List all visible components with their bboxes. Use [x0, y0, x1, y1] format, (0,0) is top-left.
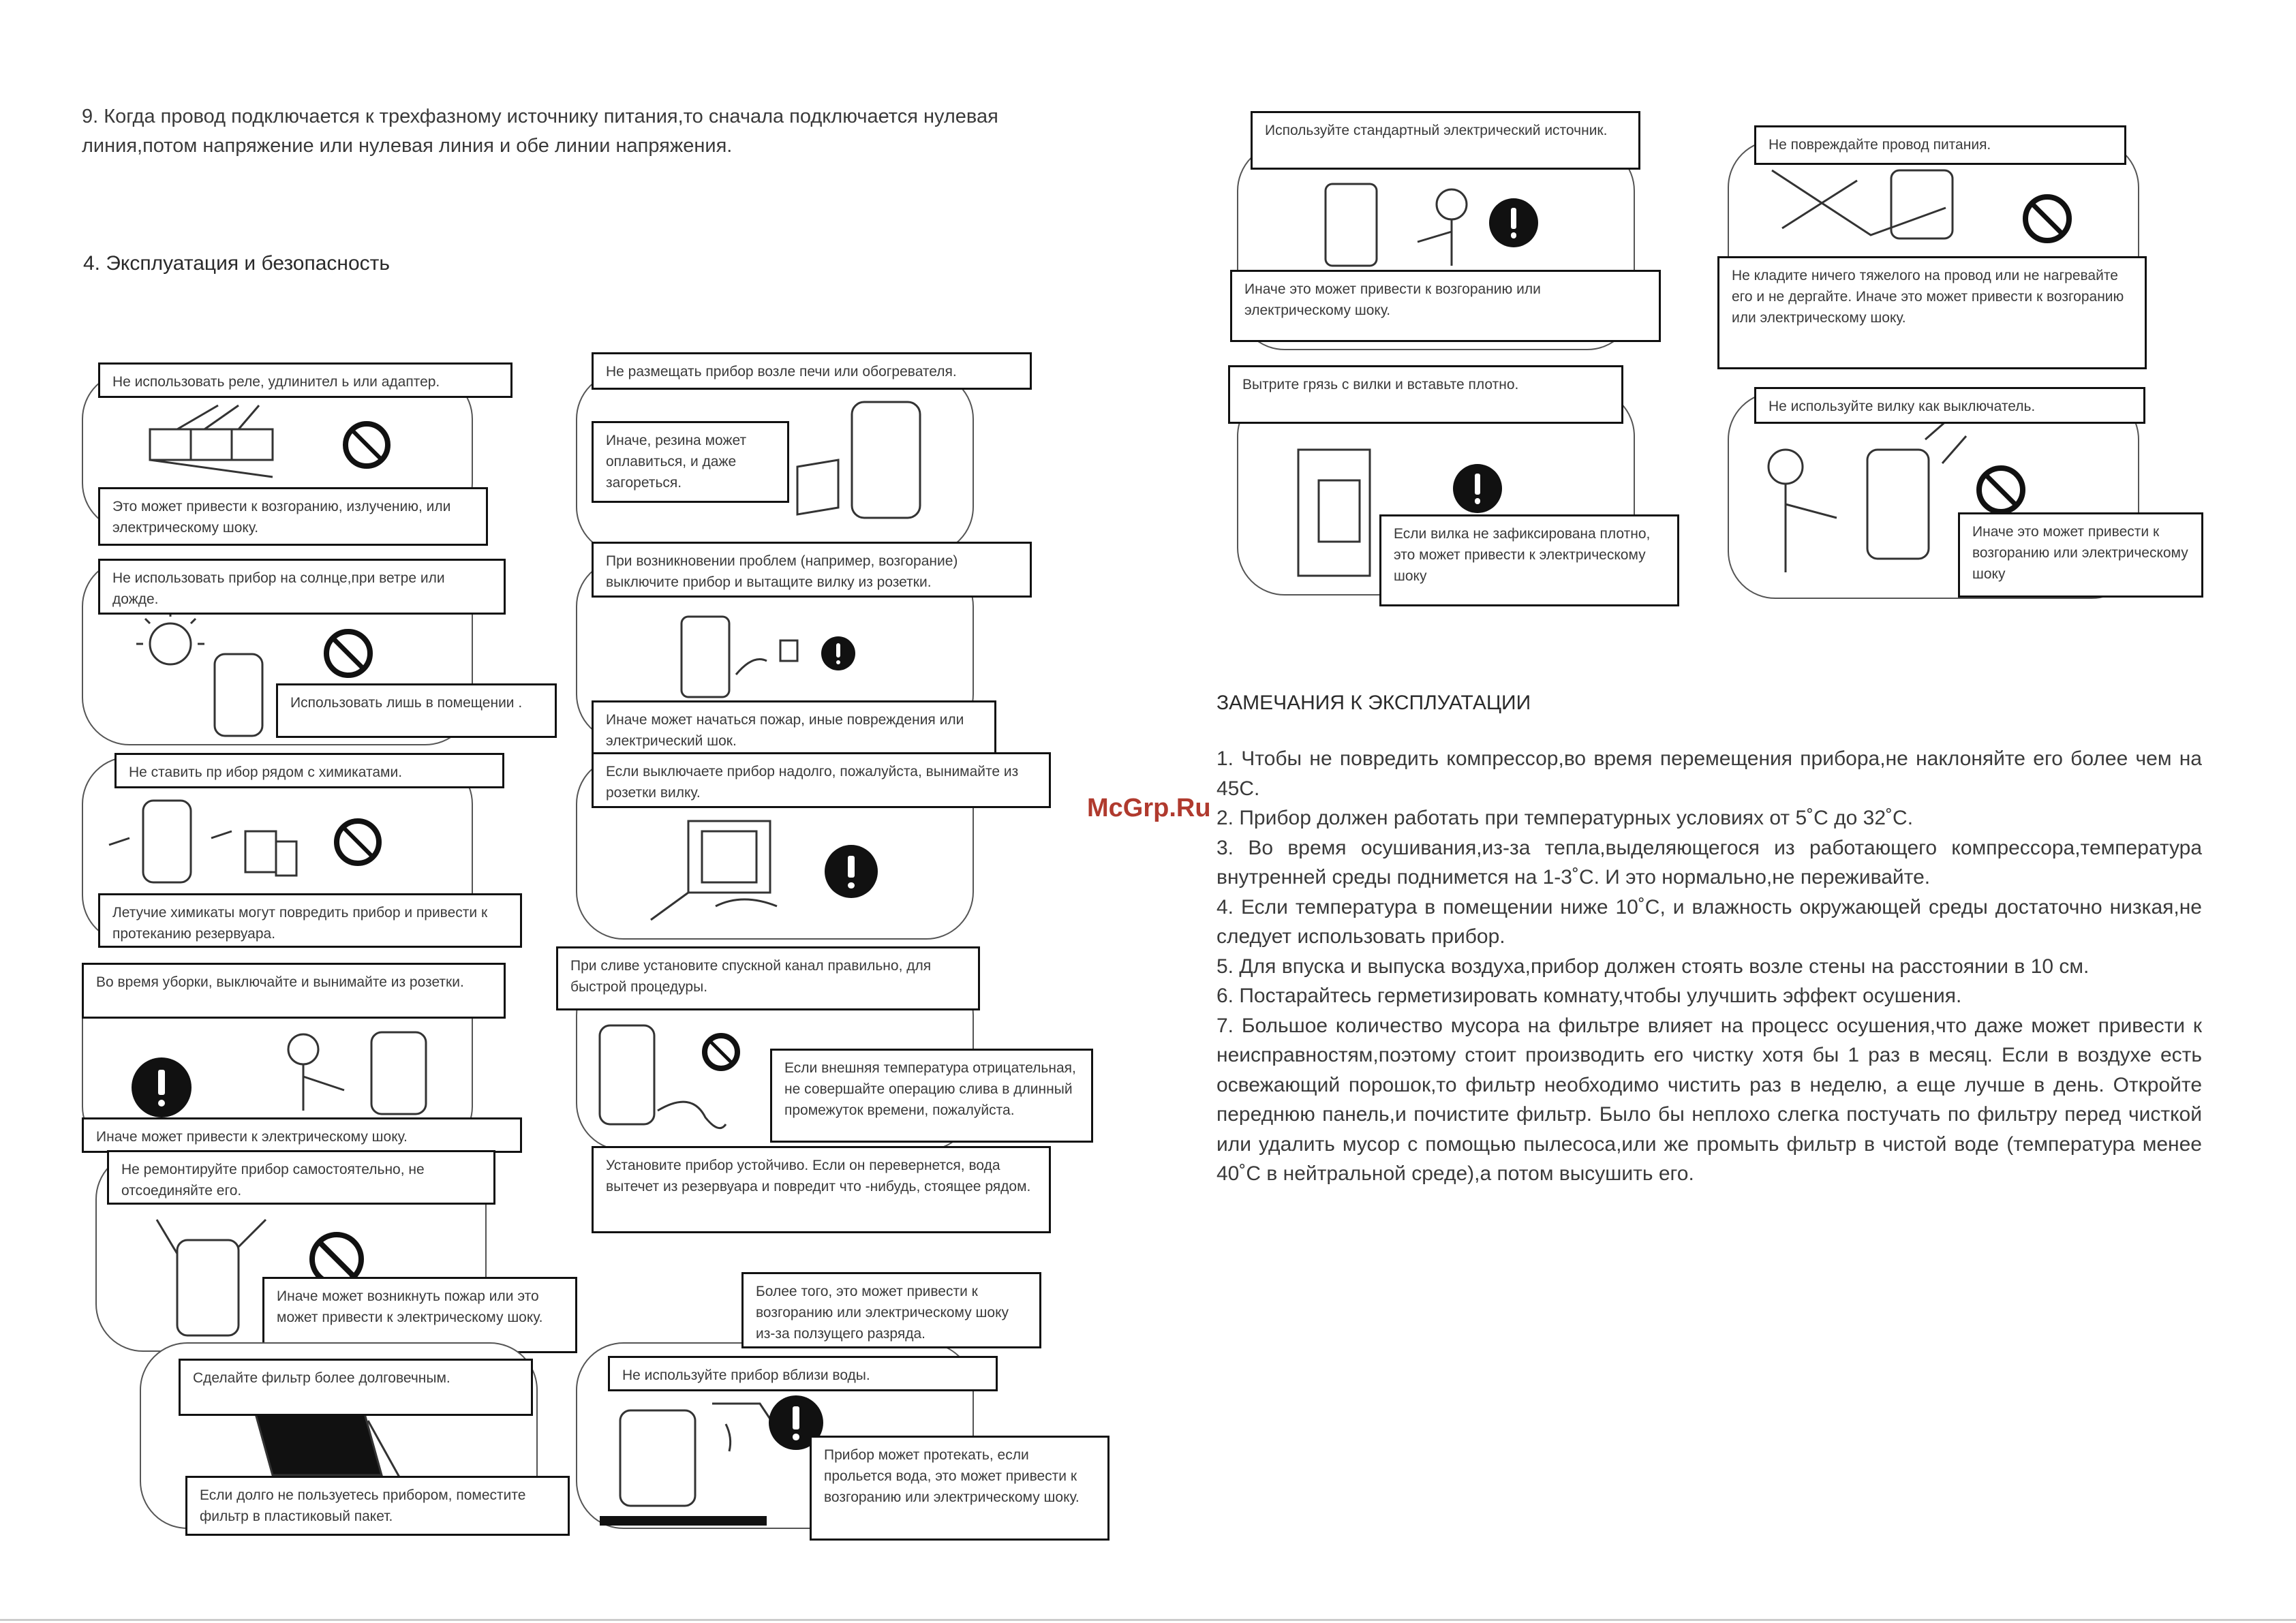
notes-item: 4. Если температура в помещении ниже 10˚С, и влажность окружающей среды достаточно низкая,не следует использовать прибор.: [1216, 895, 2202, 948]
sun-title: Не использовать прибор на солнце,при ветре или дожде.: [98, 559, 506, 615]
cleaning-note: Иначе может привести к электрическому шоку.: [82, 1117, 522, 1153]
repair-illustration: [136, 1206, 273, 1342]
notes-item: 6. Постарайтесь герметизировать комнату,чтобы улучшить эффект осушения.: [1216, 985, 1962, 1007]
prohibition-icon: [343, 421, 391, 469]
plug-socket-illustration: [1295, 446, 1390, 589]
prohibition-icon: [324, 629, 373, 678]
notes-item: 5. Для впуска и выпуска воздуха,прибор должен стоять возле стены на расстоянии в 10 см.: [1216, 955, 2090, 978]
relay-note: Это может привести к возгоранию, излучению, или электрическому шоку.: [98, 487, 488, 546]
woman-switch-illustration: [1755, 436, 1980, 579]
repair-title: Не ремонтируйте прибор самостоятельно, не отсоединяйте его.: [107, 1150, 495, 1205]
bottom-rule: [0, 1619, 2296, 1621]
section-title: 4. Эксплуатация и безопасность: [83, 252, 391, 275]
notes-item: 3. Во время осушивания,из-за тепла,выделяющегося из работающего компрессора,температура внутренней среды поднимется на 1-3˚С. И это нормально,не переживайте.: [1216, 836, 2202, 888]
water-title: Не используйте прибор вблизи воды.: [608, 1356, 998, 1391]
cord-note: Не кладите ничего тяжелого на провод или не нагревайте его и не дергайте. Иначе это может привести к возгоранию или электрическому шоку.: [1717, 256, 2147, 369]
chemicals-illustration: [102, 797, 307, 893]
switch-note: Иначе это может привести к возгоранию или электрическому шоку: [1958, 512, 2203, 598]
stove-illustration: [791, 399, 927, 528]
filter-note: Если долго не пользуетесь прибором, поместите фильтр в пластиковый пакет.: [185, 1476, 570, 1536]
notes-item: 2. Прибор должен работать при температурных условиях от 5˚С до 32˚С.: [1216, 807, 1914, 829]
notes-title: ЗАМЕЧАНИЯ К ЭКСПЛУАТАЦИИ: [1216, 692, 1531, 714]
standard-source-note: Иначе это может привести к возгоранию или электрическому шоку.: [1230, 270, 1661, 342]
problems-note: Иначе может начаться пожар, иные повреждения или электрический шок.: [592, 700, 996, 756]
prohibition-icon: [2023, 194, 2072, 243]
cord-title: Не повреждайте провод питания.: [1754, 125, 2126, 165]
notes-item: 1. Чтобы не повредить компрессор,во время перемещения прибора,не наклоняйте его более чем на 45С.: [1216, 747, 2202, 800]
sun-rain-illustration: [140, 613, 276, 743]
chemicals-title: Не ставить пр ибор рядом с химикатами.: [114, 753, 504, 788]
notes-item: 7. Большое количество мусора на фильтре влияет на процесс осушения,что даже может привести к неисправностям,поэтому стоит производить его чистку хотя бы 1 раз в месяц. Если в воздухе есть освежающий порошок,то фильтр необходимо чистить раз в неделю, а еще лучше в день. Откройте переднюю панель,и почистите фильтр. Было бы неплохо слегка постучать по фильтру перед чисткой или удалить мусор с помощью пылесоса,или же промыть фильтр в чистой воде (температура менее 40˚С в нейтральной среде),а потом высушить его.: [1216, 1014, 2202, 1185]
drain-title: При сливе установите спускной канал правильно, для быстрой процедуры.: [556, 946, 980, 1010]
prohibition-icon: [702, 1033, 740, 1071]
problems-title: При возникновении проблем (например, возгорание) выключите прибор и вытащите вилку из розетки.: [592, 542, 1032, 598]
prohibition-icon: [1976, 465, 2025, 514]
notes-list: [1216, 744, 2202, 1189]
standard-source-title: Используйте стандартный электрический источник.: [1251, 111, 1640, 170]
warning-icon: [1489, 198, 1538, 247]
relay-title: Не использовать реле, удлинител ь или адаптер.: [98, 362, 512, 398]
watermark: McGrp.Ru: [1087, 794, 1211, 822]
wall-socket-illustration: [647, 818, 797, 927]
stove-title: Не размещать прибор возле печи или обогревателя.: [592, 352, 1032, 390]
prohibition-icon: [334, 818, 382, 866]
plug-title: Вытрите грязь с вилки и вставьте плотно.: [1228, 365, 1623, 424]
cleaning-title: Во время уборки, выключайте и вынимайте из розетки.: [82, 963, 506, 1019]
filter-title: Сделайте фильтр более долговечным.: [179, 1359, 533, 1416]
warning-icon: [821, 636, 855, 670]
warning-icon: [1453, 464, 1502, 513]
switch-title: Не используйте вилку как выключатель.: [1754, 387, 2145, 424]
water-note: Прибор может протекать, если прольется вода, это может привести к возгоранию или электрическому шоку.: [810, 1436, 1109, 1541]
chemicals-note: Летучие химикаты могут повредить прибор и привести к протеканию резервуара.: [98, 893, 522, 948]
intro-item-9: 9. Когда провод подключается к трехфазному источнику питания,то сначала подключается нулевая линия,потом напряжение или нулевая линия и обе линии напряжения.: [82, 106, 998, 157]
stove-note: Иначе, резина может оплавиться, и даже загореться.: [592, 421, 789, 503]
warning-icon: [825, 845, 878, 898]
power-strip-illustration: [136, 402, 286, 497]
floor-bar: [600, 1516, 767, 1526]
plug-note: Если вилка не зафиксирована плотно, это может привести к электрическому шоку: [1379, 514, 1679, 606]
repair-note: Иначе может возникнуть пожар или это может привести к электрическому шоку.: [262, 1277, 577, 1353]
sun-note: Использовать лишь в помещении .: [276, 683, 557, 738]
woman-appliance-illustration: [1315, 181, 1479, 269]
woman-unplugging-illustration: [269, 1029, 446, 1117]
drain-note: Если внешняя температура отрицательная, не совершайте операцию слива в длинный промежуток времени, пожалуйста.: [770, 1049, 1093, 1143]
water-extra: Более того, это может привести к возгоранию или электрическому шоку из-за ползущего разряда.: [741, 1272, 1041, 1348]
stable-title: Установите прибор устойчиво. Если он перевернется, вода вытечет из резервуара и повредит что -нибудь, стоящее рядом.: [592, 1146, 1051, 1233]
long-off-title: Если выключаете прибор надолго, пожалуйста, вынимайте из розетки вилку.: [592, 752, 1051, 808]
warning-icon: [132, 1057, 192, 1117]
table-on-cord-illustration: [1769, 167, 1959, 256]
unplug-appliance-illustration: [678, 613, 801, 702]
